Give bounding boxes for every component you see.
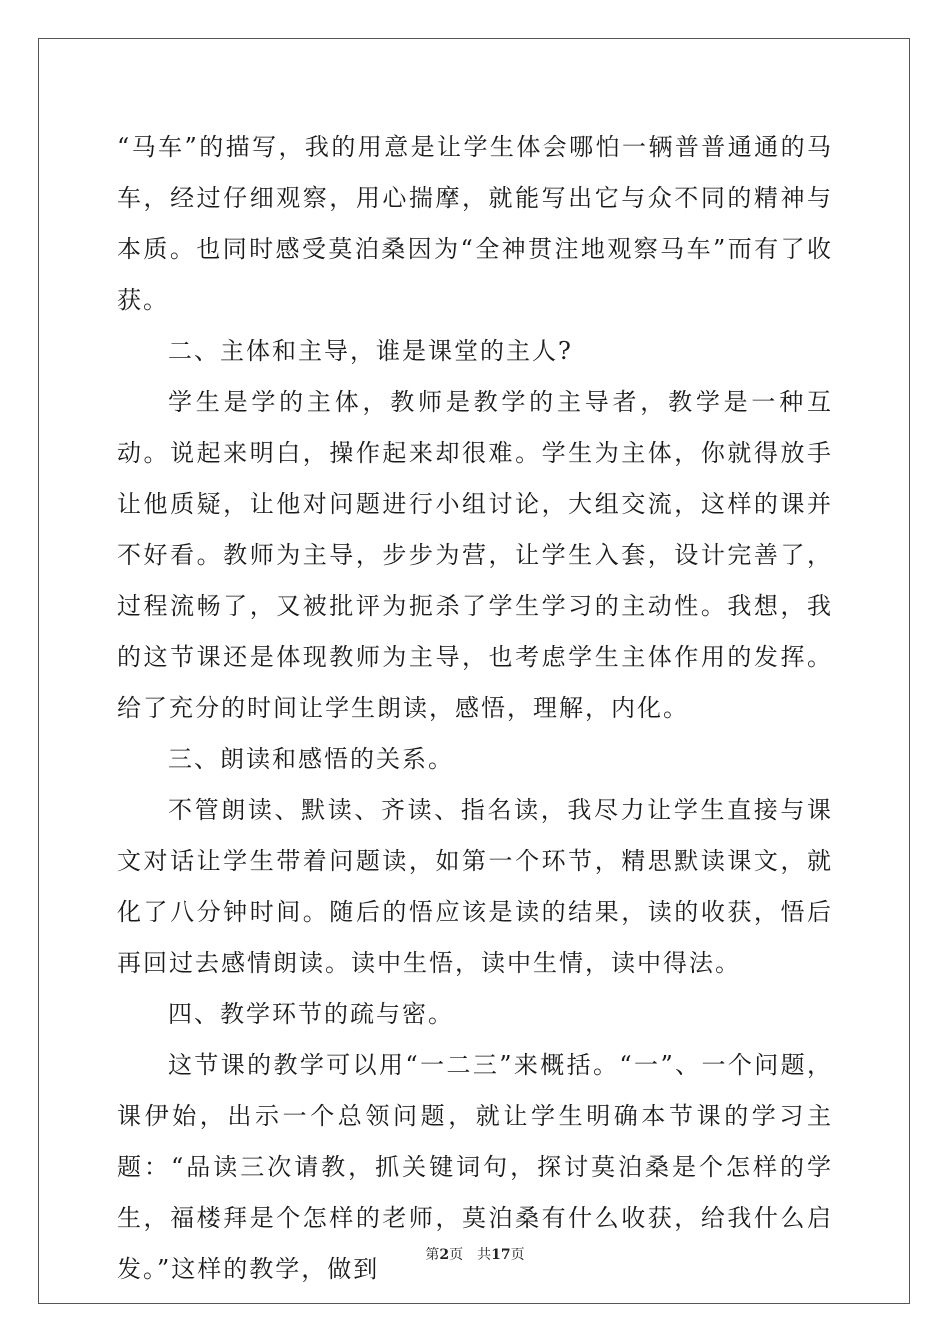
paragraph-3: 不管朗读、默读、齐读、指名读，我尽力让学生直接与课文对话让学生带着问题读，如第一个环节，精思默读课文，就化了八分钟时间。随后的悟应该是读的结果，读的收获，悟后再回过去感情朗读。读中生悟，读中生情，读中得法。 [117,796,833,977]
footer-prefix: 第 [425,1247,440,1263]
footer-page-suffix: 页 [449,1247,464,1263]
page-footer [0,1244,950,1264]
paragraph-1: “马车”的描写，我的用意是让学生体会哪怕一辆普普通通的马车，经过仔细观察，用心揣摩，就能写出它与众不同的精神与本质。也同时感受莫泊桑因为“全神贯注地观察马车”而有了收获。 [117,133,833,314]
total-pages: 17 [491,1247,511,1263]
footer-total-prefix: 共 [477,1247,492,1263]
document-body [117,122,833,1295]
section-heading-3: 三、朗读和感悟的关系。 [168,745,454,773]
paragraph-2: 学生是学的主体，教师是教学的主导者，教学是一种互动。说起来明白，操作起来却很难。学生为主体，你就得放手让他质疑，让他对问题进行小组讨论，大组交流，这样的课并不好看。教师为主导，步步为营，让学生入套，设计完善了，过程流畅了，又被批评为扼杀了学生学习的主动性。我想，我的这节课还是体现教师为主导，也考虑学生主体作用的发挥。给了充分的时间让学生朗读，感悟，理解，内化。 [117,388,833,722]
paragraph-4: 这节课的教学可以用“一二三”来概括。“一”、一个问题，课伊始，出示一个总领问题，就让学生明确本节课的学习主题：“品读三次请教，抓关键词句，探讨莫泊桑是个怎样的学生，福楼拜是个怎样的老师，莫泊桑有什么收获，给我什么启发。”这样的教学，做到 [117,1051,833,1283]
footer-total-suffix: 页 [510,1247,525,1263]
page-number: 2 [439,1247,450,1263]
section-heading-4: 四、教学环节的疏与密。 [168,1000,454,1028]
section-heading-2: 二、主体和主导，谁是课堂的主人? [168,337,573,365]
